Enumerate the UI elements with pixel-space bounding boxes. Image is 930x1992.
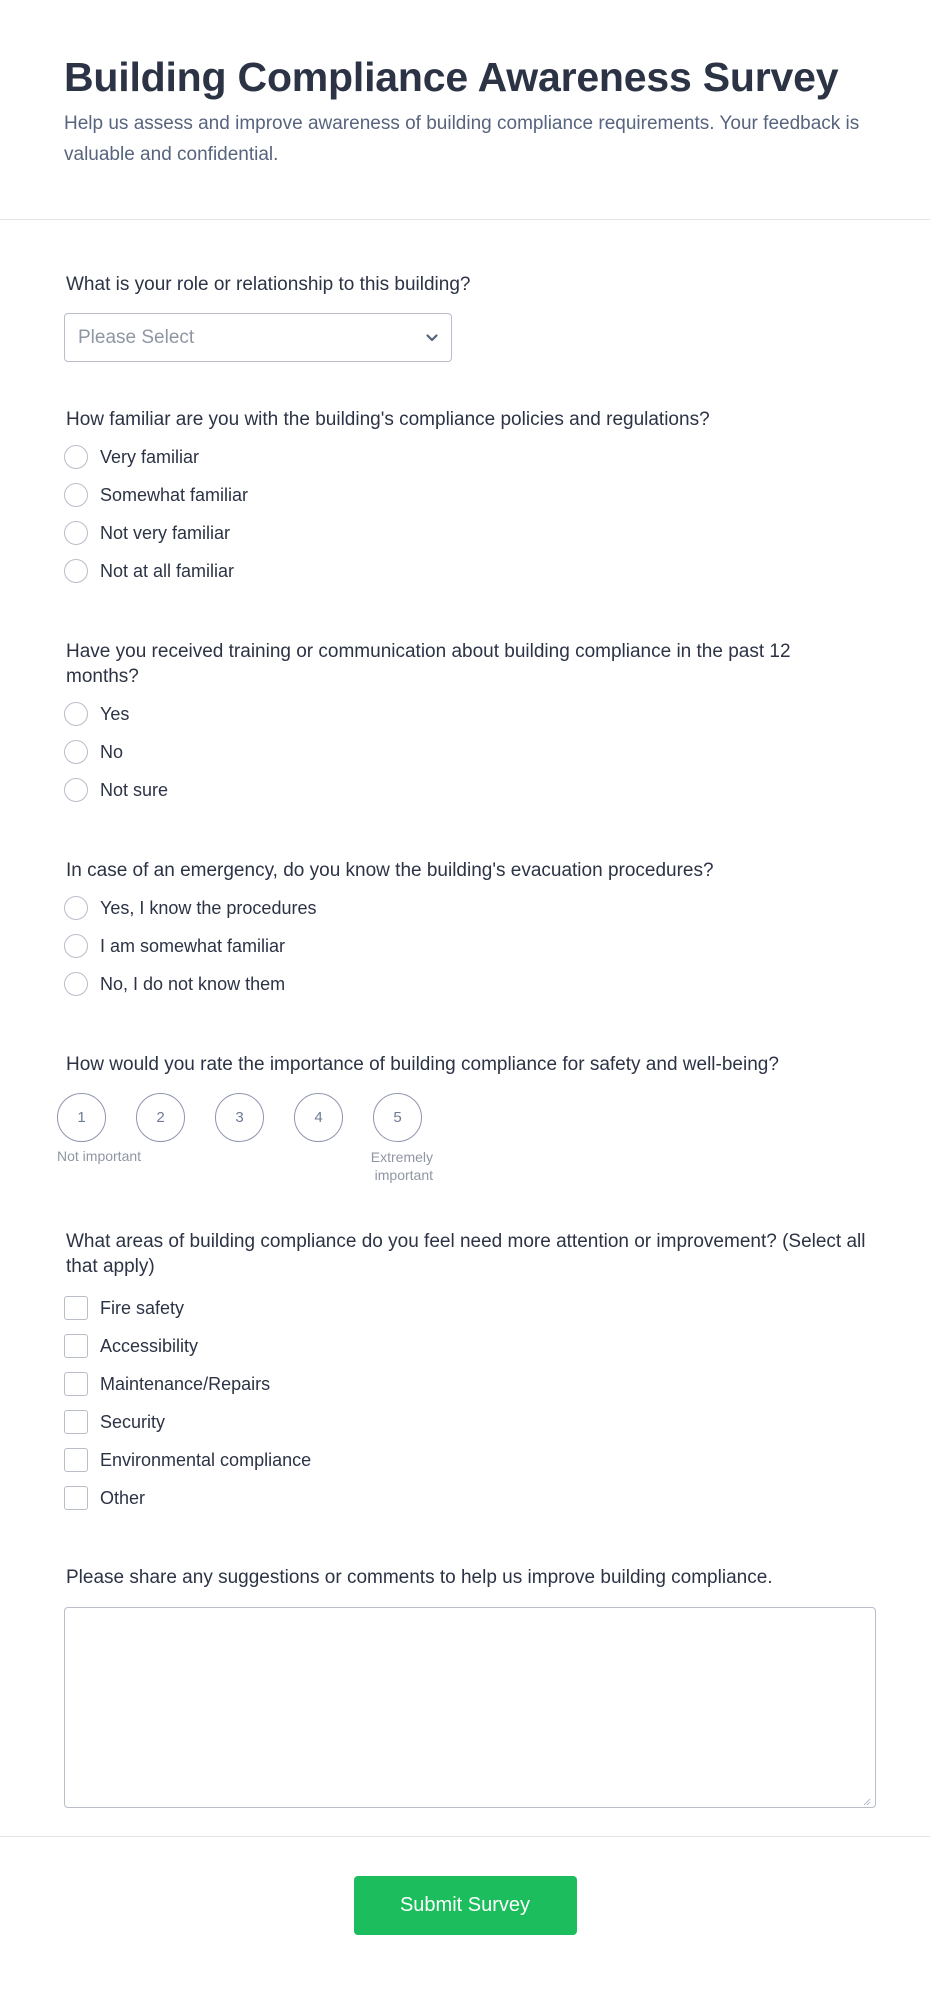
rating-scale <box>57 1093 866 1142</box>
chevron-down-icon <box>425 333 439 343</box>
checkbox-option-accessibility[interactable]: Accessibility <box>64 1327 866 1365</box>
checkbox-option-other[interactable]: Other <box>64 1479 866 1517</box>
checkbox[interactable] <box>64 1296 88 1320</box>
checkbox[interactable] <box>64 1372 88 1396</box>
question-evacuation <box>0 809 930 1003</box>
checkbox[interactable] <box>64 1334 88 1358</box>
question-areas <box>0 1192 930 1517</box>
radio-button[interactable] <box>64 445 88 469</box>
select-placeholder: Please Select <box>78 326 195 348</box>
role-select[interactable] <box>64 313 452 362</box>
radio-option-very-familiar[interactable]: Very familiar <box>64 438 866 476</box>
radio-option-not-sure[interactable]: Not sure <box>64 771 866 809</box>
question-label: How familiar are you with the building's compliance policies and regulations? <box>66 409 710 430</box>
radio-option-do-not-know[interactable]: No, I do not know them <box>64 965 866 1003</box>
radio-option-no[interactable]: No <box>64 733 866 771</box>
radio-button[interactable] <box>64 702 88 726</box>
radio-button[interactable] <box>64 559 88 583</box>
radio-button[interactable] <box>64 934 88 958</box>
checkbox-option-fire-safety[interactable]: Fire safety <box>64 1289 866 1327</box>
form-footer <box>0 1836 930 1992</box>
rating-button-3[interactable]: 3 <box>215 1093 264 1142</box>
question-familiarity <box>0 362 930 590</box>
question-role <box>0 220 930 362</box>
radio-option-somewhat-familiar[interactable]: Somewhat familiar <box>64 476 866 514</box>
checkbox-option-environmental[interactable]: Environmental compliance <box>64 1441 866 1479</box>
radio-button[interactable] <box>64 740 88 764</box>
rating-button-1[interactable]: 1 <box>57 1093 106 1142</box>
scale-high-label: Extremely important <box>370 1149 433 1183</box>
radio-option-not-at-all-familiar[interactable]: Not at all familiar <box>64 552 866 590</box>
checkbox[interactable] <box>64 1448 88 1472</box>
question-label: What areas of building compliance do you feel need more attention or improvement? (Select all that apply) <box>66 1231 866 1277</box>
radio-button[interactable] <box>64 521 88 545</box>
question-label: How would you rate the importance of building compliance for safety and well-being? <box>66 1054 779 1075</box>
survey-header <box>0 0 930 220</box>
scale-low-label: Not important <box>57 1148 142 1164</box>
resize-handle-icon[interactable] <box>861 1793 871 1803</box>
rating-button-2[interactable]: 2 <box>136 1093 185 1142</box>
rating-button-5[interactable]: 5 <box>373 1093 422 1142</box>
checkbox[interactable] <box>64 1486 88 1510</box>
radio-option-know-procedures[interactable]: Yes, I know the procedures <box>64 889 866 927</box>
page-subtitle: Help us assess and improve awareness of building compliance requirements. Your feedback is valuable and confidential. <box>64 113 860 165</box>
checkbox-option-maintenance[interactable]: Maintenance/Repairs <box>64 1365 866 1403</box>
submit-button[interactable]: Submit Survey <box>354 1876 577 1935</box>
comments-textarea[interactable] <box>64 1607 876 1808</box>
radio-button[interactable] <box>64 896 88 920</box>
radio-button[interactable] <box>64 972 88 996</box>
question-label: Please share any suggestions or comments to help us improve building compliance. <box>66 1567 773 1588</box>
radio-button[interactable] <box>64 483 88 507</box>
checkbox[interactable] <box>64 1410 88 1434</box>
question-label: In case of an emergency, do you know the building's evacuation procedures? <box>66 860 714 881</box>
radio-button[interactable] <box>64 778 88 802</box>
checkbox-option-security[interactable]: Security <box>64 1403 866 1441</box>
question-comments <box>0 1517 930 1808</box>
radio-option-yes[interactable]: Yes <box>64 695 866 733</box>
question-importance <box>0 1003 930 1192</box>
page-title: Building Compliance Awareness Survey <box>64 54 839 100</box>
question-label: What is your role or relationship to this building? <box>66 274 471 295</box>
question-training <box>0 590 930 809</box>
question-label: Have you received training or communication about building compliance in the past 12 months? <box>66 641 791 687</box>
radio-option-somewhat-familiar[interactable]: I am somewhat familiar <box>64 927 866 965</box>
radio-option-not-very-familiar[interactable]: Not very familiar <box>64 514 866 552</box>
survey-form <box>0 220 930 1992</box>
rating-button-4[interactable]: 4 <box>294 1093 343 1142</box>
